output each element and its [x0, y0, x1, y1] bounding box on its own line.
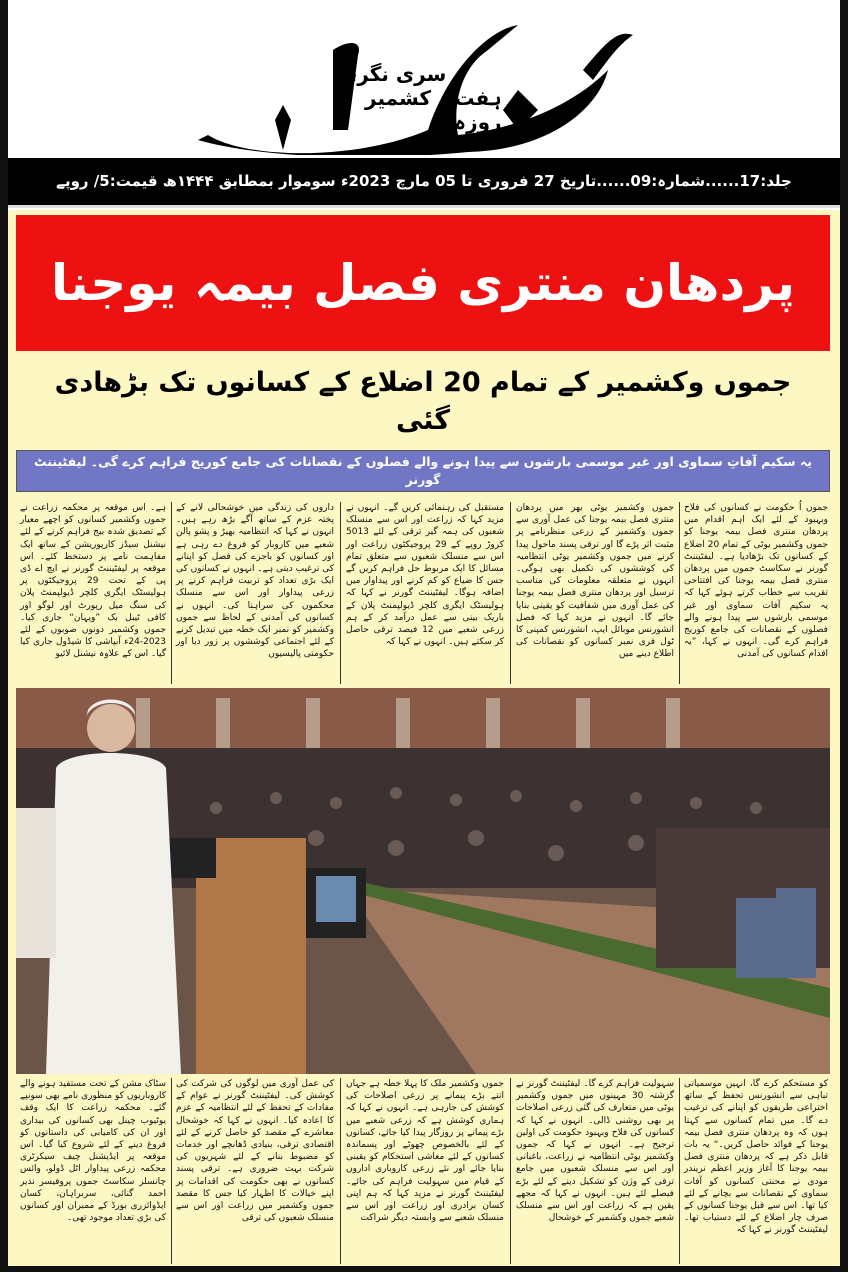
article-column: کی عمل آوری میں لوگوں کی شرکت کی کوشش کی۔ لیفٹیننٹ گورنر نے عوام کے مفادات کے تحفظ کے لئے انتظامیہ کے عزم کا اعادہ کیا۔ انہوں نے کہا کہ خوشحال معاشرے کے مقصد کو حاصل کرنے کے لئے اقتصادی ترقی، بنیادی ڈھانچے اور خدمات کو مضبوط بنانے کے لئے شہریوں کی شرکت بہت ضروری ہے۔ ترقی پسند کسانوں نے بھی حکومت کی اقدامات پر اپنے خیالات کا اظہار کیا جس کا مقصد جموں وکشمیر میں زراعت اور اس سے منسلک شعبوں کی ترقی: [176, 1079, 334, 1224]
event-photo: [16, 688, 830, 1074]
location-label: سری نگر، کشمیر: [349, 62, 447, 110]
article-column: ہے۔ اس موقعہ پر محکمہ زراعت نے جموں وکشمیر کسانوں کو اچھے معیار کے تصدیق شدہ بیج فراہم کرنے کے لئے نیشنل سیڈز کارپوریشن کے ساتھ ایک مفاہمت نامے پر دستخط کئے۔ اس موقعہ پر لیفٹیننٹ گورنر نے ایچ اے ڈی پی کے تحت 29 پروجیکٹوں پر ہولیسٹک ایگری کلچر ڈیولپمنٹ پلان کی سنگ میل رپورٹ اور لوگو اور کافی ٹیبل بک ”ویہان“ جاری کیا۔ جموں وکشمیر دونوں صوبوں کے لئے 2023-24ء آبپاشی کا شیڈول جاری کیا گیا۔ اس کے علاوہ نیشنل لائیو: [20, 503, 166, 660]
article-column: سٹاک مشن کے تحت مستفید ہونے والے کاروباریوں کو منظوری نامے بھی سونپے گئے۔ محکمہ زراعت کا ایک وقف یوٹیوب چینل بھی کسانوں کی بیداری اور ان کی کامیابی کی داستانوں کو فروغ دینے کے لئے شروع کیا گیا۔ اس موقعہ پر ایڈیشنل چیف سیکرٹری محکمہ زرعی پیداوار اٹل ڈولو، وائس چانسلر سکاسٹ جموں پروفیسر نذیر احمد گنائی، سربراہان، کسان ایڈوائزری بورڈ کے ممبران اور کسانوں کی بڑی تعداد موجود تھی۔: [20, 1079, 166, 1224]
strapline: یہ سکیم آفاتِ سماوی اور غیر موسمی بارشوں سے پیدا ہونے والے فصلوں کے نقصانات کی جامع کوریج فراہم کرے گی۔ لیفٹیننٹ گورنر: [16, 450, 830, 492]
article-column: جموں وکشمیر یوٹی بھر میں پردھان منتری فصل بیمہ یوجنا کی عمل آوری سے جموں وکشمیر کے زرعی منظرنامے پر مثبت اثر پڑے گا اور ترقی پسند ماحول پیدا کرنے میں جموں وکشمیر یوٹی انتظامیہ کی کوششوں کی تکمیل بھی ہوگی۔ انہوں نے متعلقہ معلومات کی مناسب ترسیل اور پردھان منتری فصل بیمہ یوجنا کی عمل آوری میں شفافیت کو یقینی بنایا جائے گا۔ انہوں نے مزید کہا کہ فصل انشورنس موبائل ایپ، انشورنس کمپنی کا ٹول فری نمبر کسانوں کو نقصانات کی اطلاع دینے میں: [516, 503, 674, 660]
column-divider: [510, 502, 511, 684]
headline: پردھان منتری فصل بیمہ یوجنا: [16, 215, 830, 351]
column-divider: [679, 502, 680, 684]
column-divider: [679, 1078, 680, 1264]
subheadline: جموں وکشمیر کے تمام 20 اضلاع کے کسانوں تک بڑھادی گئی: [54, 367, 792, 436]
audience-photo-illustration: [16, 688, 830, 1074]
column-divider: [340, 1078, 341, 1264]
article-column: داروں کی زندگی میں خوشحالی لانے کے پختہ عزم کے ساتھ آگے بڑھ رہے ہیں۔ انہوں نے کہا کہ انتظامیہ بھیڑ و پشو پالن شعبے میں کاروبار کو فروغ دے رہی ہے اور کسانوں کو باجرے کی فصل کو اپنانے کی ترغیب دیتی ہے۔ انہوں نے کسانوں کی ایک بڑی تعداد کو تربیت فراہم کرنے پر زرعی پیداوار اور اس سے منسلک محکموں کی سراہنا کی۔ انہوں نے کسانوں کی آمدنی کے لحاظ سے جموں وکشمیر کو نمبر ایک خطہ میں تبدیل کرنے کے لئے اجتماعی کوششوں پر زور دیا اور حکومتی پالیسیوں: [175, 503, 334, 660]
column-divider: [171, 502, 172, 684]
column-divider: [510, 1078, 511, 1264]
dateline-bar: جلد:17......شمارہ:09......تاریخ 27 فروری تا 05 مارچ 2023ء سوموار بمطابق ۱۴۴۴ھ قیمت:5/ روپے: [8, 158, 840, 208]
article-column: جموں اُ حکومت نے کسانوں کی فلاح وبہبود کے لئے ایک اہم اقدام میں پردھان منتری فصل بیمہ یوجنا کو جموں وکشمیر یوٹی کے تمام 20 اضلاع کے کسانوں تک بڑھادیا ہے۔ لیفٹیننٹ گورنر نے سکاسٹ جموں میں پردھان منتری فصل بیمہ یوجنا کی افتتاحی تقریب سے خطاب کرتے ہوئے کہا کہ یہ سکیم آفات سماوی اور غیر موسمی بارشوں سے پیدا ہونے والے فصلوں کے نقصانات کی جامع کوریج فراہم کرے گی۔ انہوں نے کہا، ”یہ اقدام کسانوں کی آمدنی: [684, 503, 828, 660]
frequency-label: ہفت روزہ: [454, 86, 502, 134]
article-column: سہولیت فراہم کرے گا۔ لیفٹیننٹ گورنر نے گزشتہ 30 مہینوں میں جموں وکشمیر یوٹی میں متعارف کی گئی زرعی اصلاحات پر بھی روشنی ڈالی۔ انہوں نے کہا کہ کسانوں کی فلاح وبہبود حکومت کی اولین ترجیح ہے۔ انہوں نے کہا کہ جموں وکشمیر یوٹی انتظامیہ نے زراعت، باغبانی اور اس سے منسلک شعبوں میں جامع ترقی کے وژن کو تشکیل دینے کے لئے بڑے فیصلے لئے ہیں۔ انہوں نے کہا کہ مجھے یقین ہے کہ زراعت اور اس سے منسلک شعبے جموں وکشمیر کے خوشحال: [516, 1079, 674, 1224]
column-divider: [171, 1078, 172, 1264]
article-column: مستقبل کی رہنمائی کریں گے۔ انہوں نے مزید کہا کہ زراعت اور اس سے منسلک شعبوں کی ہمہ گیر ترقی کے لئے 5013 کروڑ روپے کے 29 پروجیکٹوں زراعت اور اس سے منسلک شعبوں سے متعلق تمام مسائل کا ایک مربوط حل فراہم کریں گے جس کا ضیاع کو کم کرنے اور پیداوار میں اضافہ ہوگا۔ لیفٹیننٹ گورنر نے کہا کہ ہولیسٹک ایگری کلچر ڈیولپمنٹ پلان کے باریک بینی سے عمل درآمد کر کے ہم زرعی شعبے میں 12 فیصد ترقی حاصل کر سکتے ہیں۔ انہوں نے کہا کہ: [346, 503, 504, 648]
masthead: [8, 0, 840, 158]
column-divider: [340, 502, 341, 684]
article-column: کو مستحکم کرے گا، انہیں موسمیاتی تباہی سے انشورنس تحفظ کے ساتھ اختراعی طریقوں کو اپنانے کی ترغیب دے گا۔ میں تمام کسانوں سے کہتا ہوں کہ وہ پردھان منتری فصل بیمہ یوجنا کے فوائد حاصل کریں۔“ یہ بات قابل ذکر ہے کہ پردھان منتری فصل بیمہ یوجنا کا آغاز وزیر اعظم نریندر مودی نے محنتی کسانوں کو آفات سماوی کے نقصانات سے بچانے کے لئے کیا تھا۔ اس سے قبل یوجنا کسانوں کے صرف چار اضلاع کے لئے دستیاب تھا۔ لیفٹیننٹ گورنر نے کہا کہ: [684, 1079, 828, 1236]
article-column: جموں وکشمیر ملک کا پہلا خطہ ہے جہاں اتنے بڑے پیمانے پر زرعی اصلاحات کی کوشش کی جارہی ہے۔ انہوں نے کہا کہ ہماری کوشش ہے کہ زرعی شعبے میں بڑے پیمانے پر روزگار پیدا کیا جائے، کسانوں کے لئے بالخصوص چھوٹے اور پسماندہ کسانوں کے لئے معاشی استحکام کو یقینی بنایا جائے اور نئے زرعی کاروباری اداروں کے قیام میں سہولیت فراہم کی جائے۔ لیفٹیننٹ گورنر نے مزید کہا کہ ہم اپنی کسان برادری اور زراعت اور اس سے منسلک شعبے سے وابستہ دیگر شراکت: [346, 1079, 504, 1224]
